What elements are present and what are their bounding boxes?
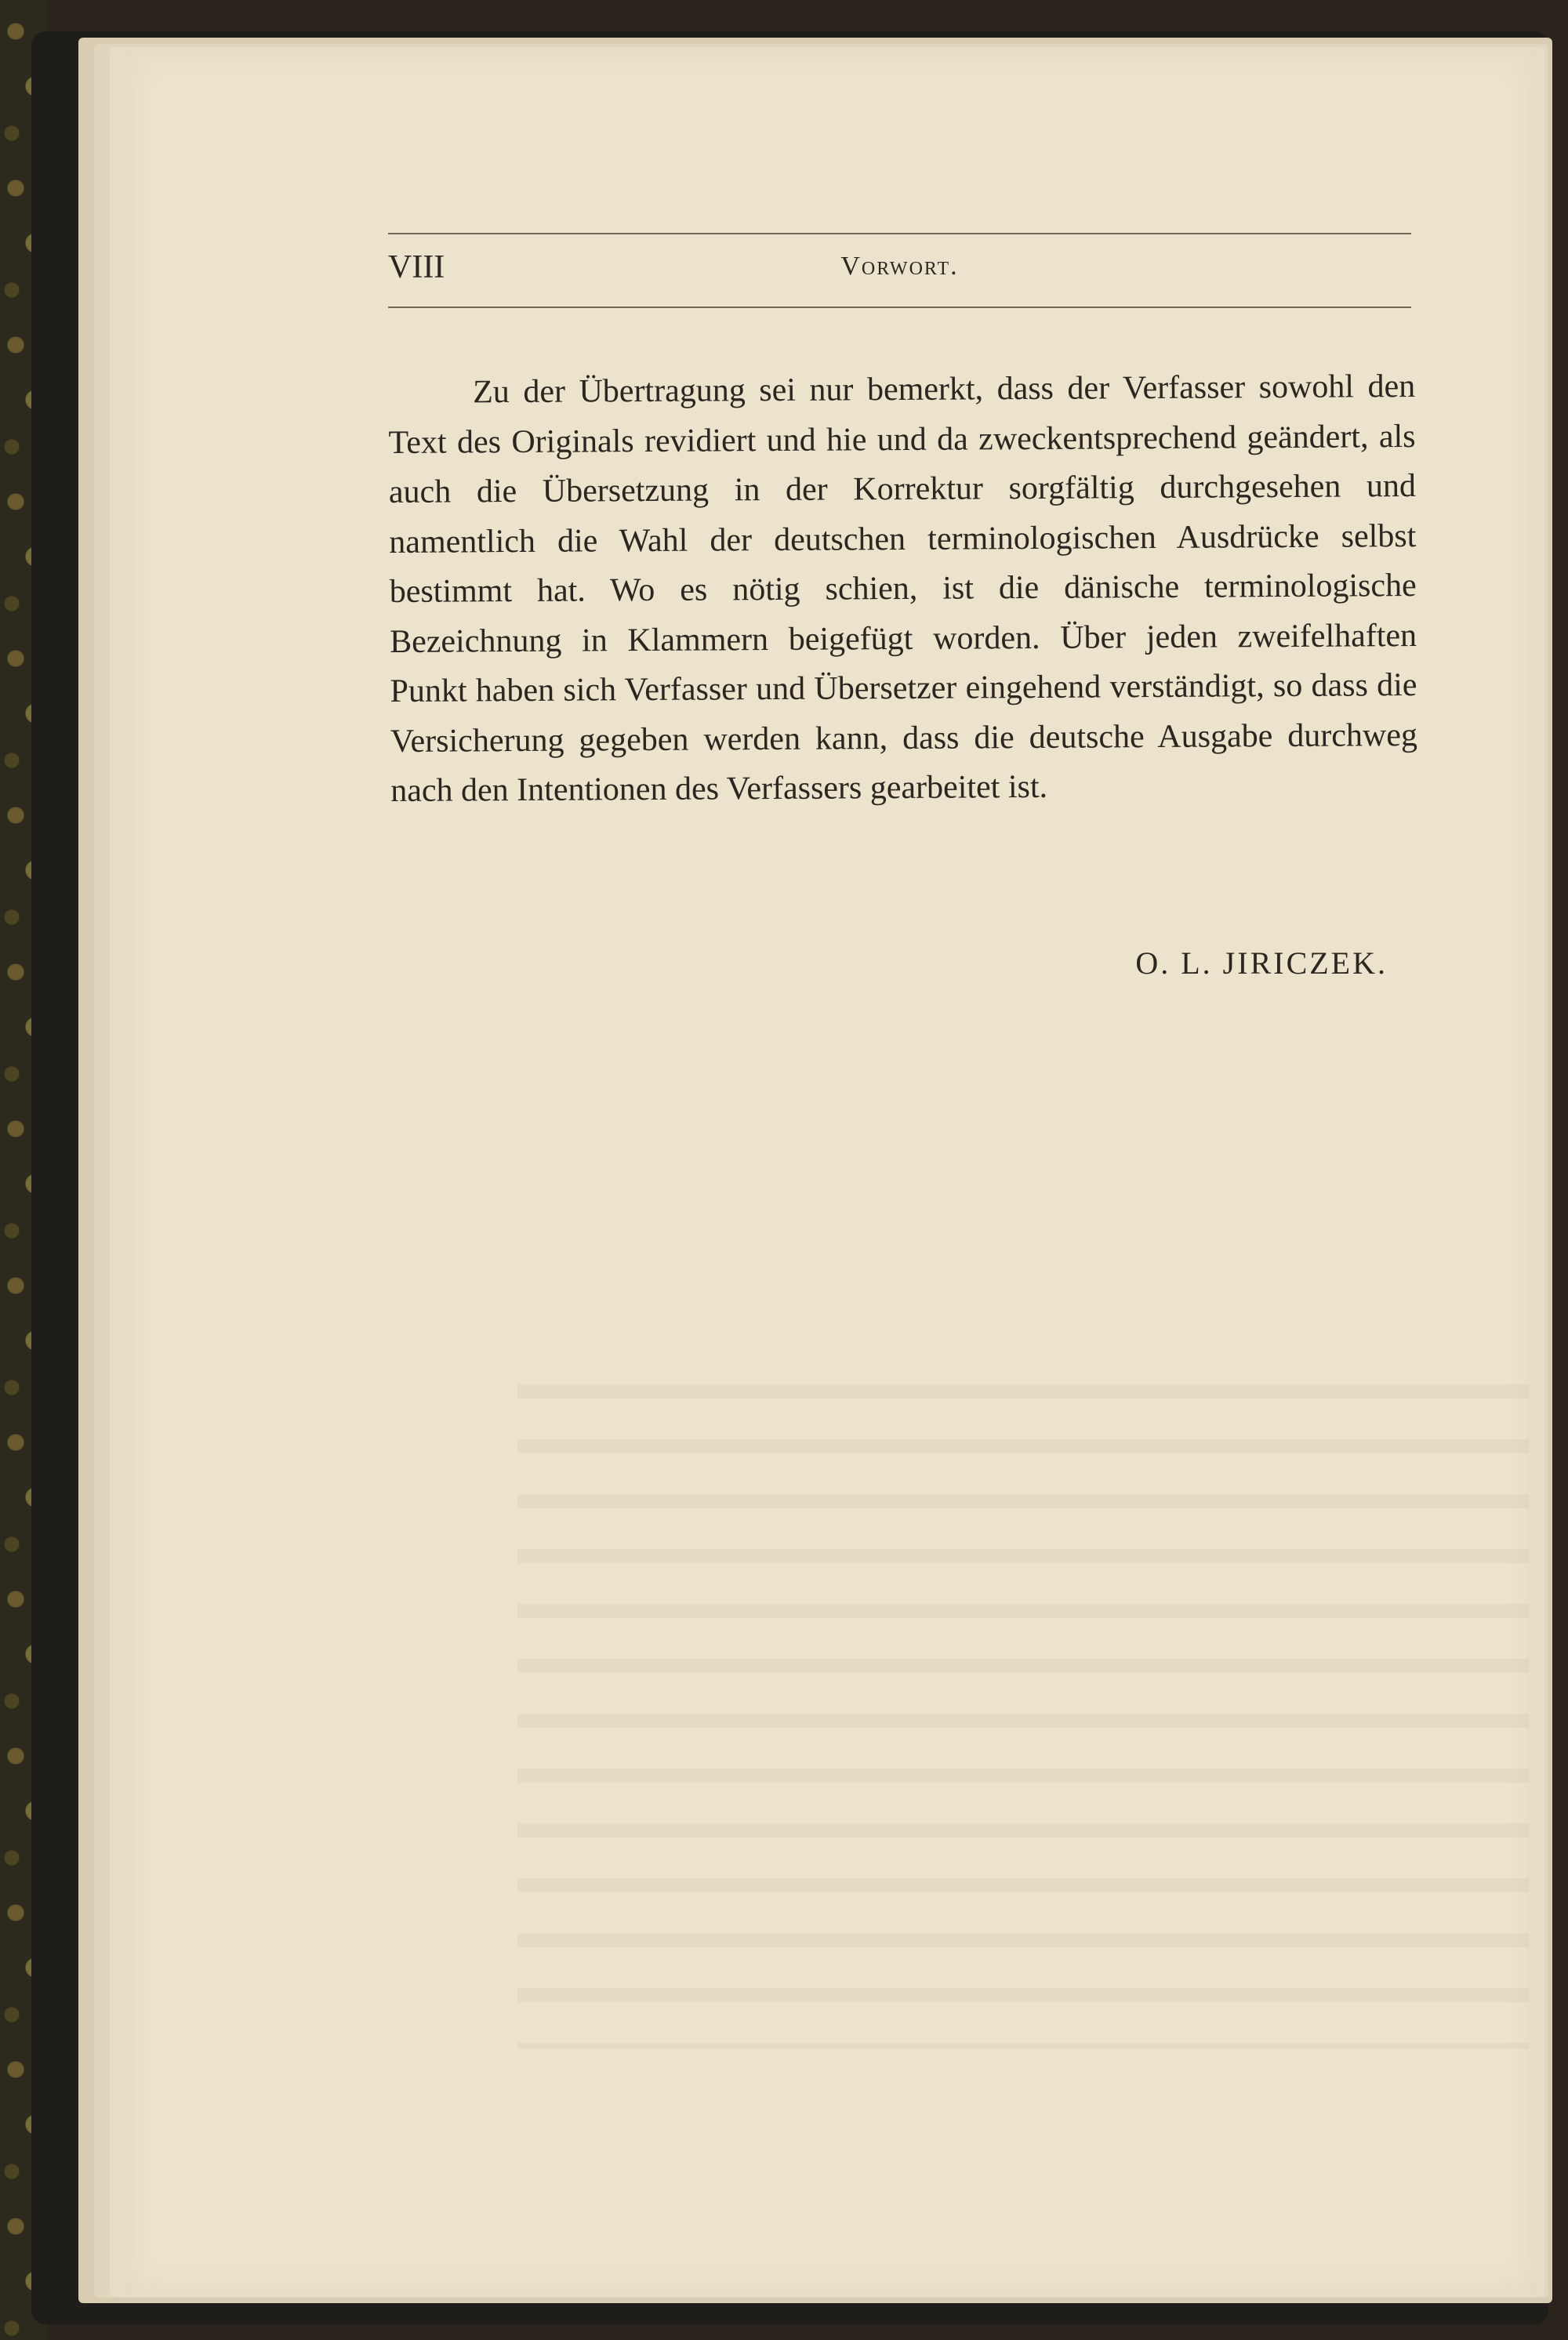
author-signature: O. L. JIRICZEK. [1135, 945, 1388, 981]
running-title: Vorwort. [840, 252, 959, 281]
body-paragraph: Zu der Übertragung sei nur bemerkt, dass der Verfasser sowohl den Text des Originals revidiert und hie und da zweckentsprechend geändert, als auch die Übersetzung in der Korrektur sorgfältig durchgesehen und namentlich die Wahl der deutschen terminologischen Ausdrücke selbst bestimmt hat. Wo es nötig schien, ist die dänische terminologische Bezeichnung in Klammern beigefügt worden. Über jeden zweifelhaften Punkt haben sich Verfasser und Übersetzer eingehend verständigt, so dass die Versicherung gegeben werden kann, dass die deutsche Ausgabe durchweg nach den Intentionen des Verfassers gearbeitet ist. [388, 368, 1418, 809]
bleed-through-shadow [517, 1344, 1529, 2049]
page-number: VIII [388, 249, 445, 285]
page-header [388, 233, 1411, 308]
